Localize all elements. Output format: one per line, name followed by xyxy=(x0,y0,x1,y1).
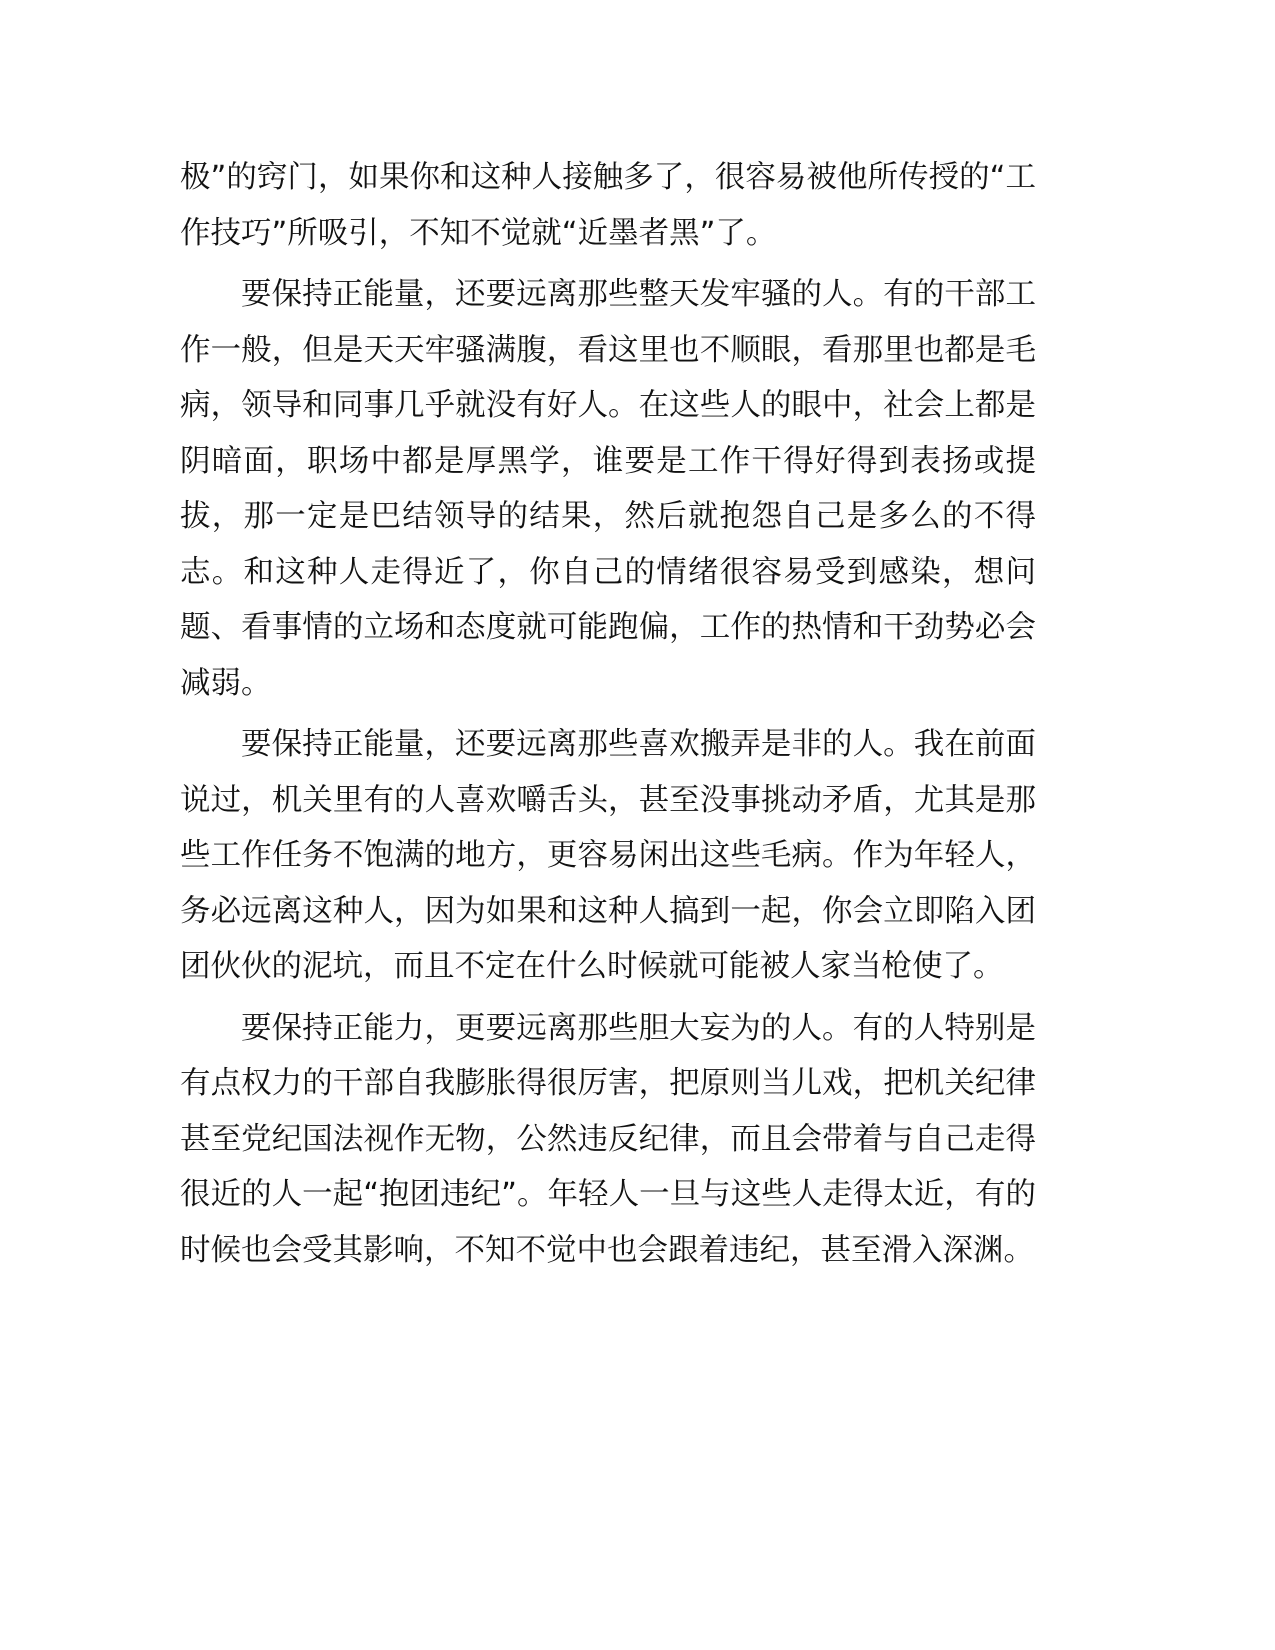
paragraph-4: 要保持正能力，更要远离那些胆大妄为的人。有的人特别是有点权力的干部自我膨胀得很厉害，把原则当儿戏，把机关纪律甚至党纪国法视作无物，公然违反纪律，而且会带着与自己走得很近的人一起“抱团违纪”。年轻人一旦与这些人走得太近，有的时候也会受其影响，不知不觉中也会跟着违纪，甚至滑入深渊。 xyxy=(180,1010,1036,1268)
paragraph-1: 极”的窍门，如果你和这种人接触多了，很容易被他所传授的“工作技巧”所吸引，不知不觉就“近墨者黑”了。 xyxy=(180,160,1036,251)
paragraph-3: 要保持正能量，还要远离那些喜欢搬弄是非的人。我在前面说过，机关里有的人喜欢嚼舌头，甚至没事挑动矛盾，尤其是那些工作任务不饱满的地方，更容易闲出这些毛病。作为年轻人，务必远离这种人，因为如果和这种人搞到一起，你会立即陷入团团伙伙的泥坑，而且不定在什么时候就可能被人家当枪使了。 xyxy=(180,727,1036,984)
document-body xyxy=(180,150,1036,1284)
paragraph-2: 要保持正能量，还要远离那些整天发牢骚的人。有的干部工作一般，但是天天牢骚满腹，看这里也不顺眼，看那里也都是毛病，领导和同事几乎就没有好人。在这些人的眼中，社会上都是阴暗面，职场中都是厚黑学，谁要是工作干得好得到表扬或提拔，那一定是巴结领导的结果，然后就抱怨自己是多么的不得志。和这种人走得近了，你自己的情绪很容易受到感染，想问题、看事情的立场和态度就可能跑偏，工作的热情和干劲势必会减弱。 xyxy=(180,277,1036,701)
